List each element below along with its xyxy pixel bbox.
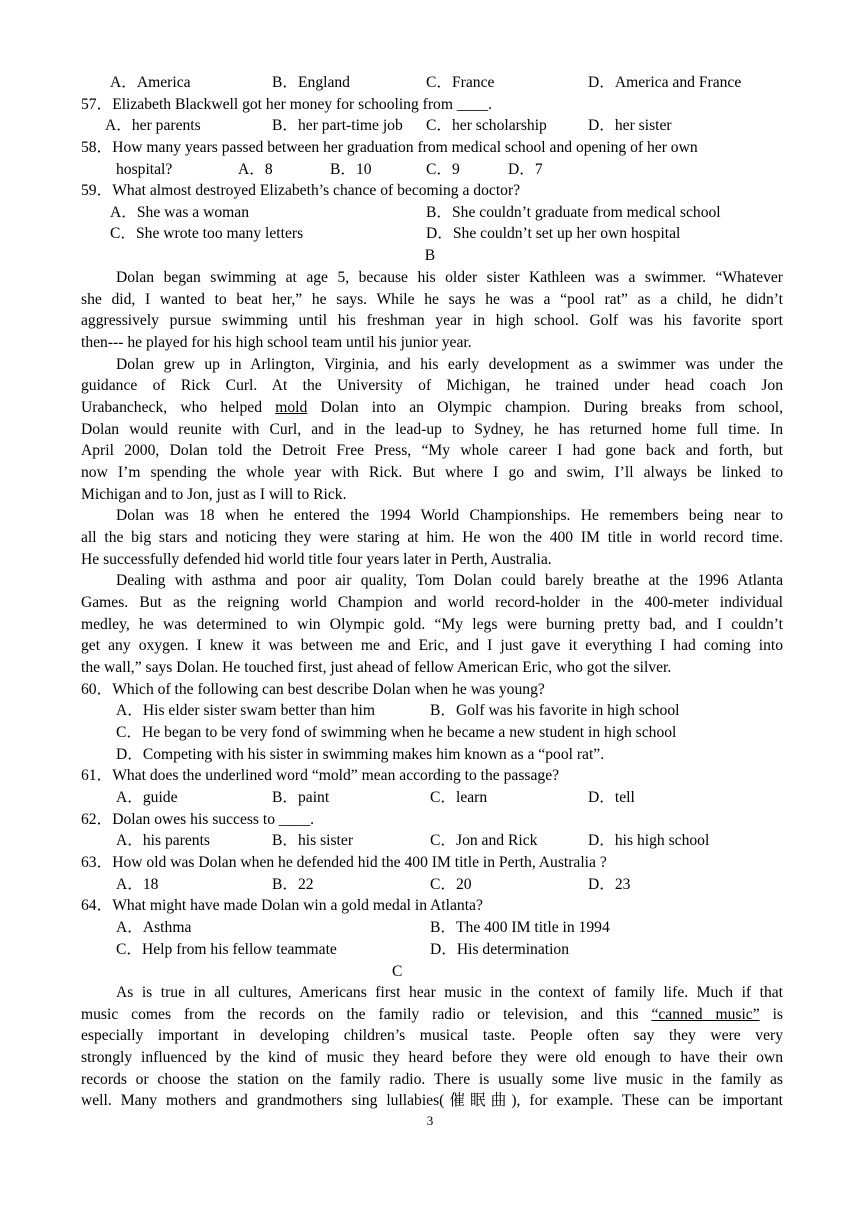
passage-c-line: strongly influenced by the kind of music they heard before they were old enough to have their own [81,1049,783,1066]
q63-option-c: C．20 [430,876,472,893]
question-58-stem-cont: hospital? [116,161,173,178]
passage-b-line: Dealing with asthma and poor air quality, Tom Dolan could barely breathe at the 1996 Atlanta [116,572,783,589]
q60-option-b: B．Golf was his favorite in high school [430,702,680,719]
passage-b-line: guidance of Rick Curl. At the University of Michigan, he trained under head coach Jon [81,377,783,394]
q58-option-d: D．7 [508,161,543,178]
q62-option-d: D．his high school [588,832,710,849]
q60-option-d: D．Competing with his sister in swimming makes him known as a “pool rat”. [116,746,605,763]
passage-c-line: well. Many mothers and grandmothers sing lullabies(催眠曲), for example. These can be important [81,1092,783,1109]
passage-b-line: get any oxygen. I knew it was between me and Eric, and I just gave it everything I had coming into [81,637,783,654]
passage-b-line: she did, I wanted to beat her,” he says. While he says he was a “pool rat” as a child, he didn’t [81,291,783,308]
question-57-stem: 57．Elizabeth Blackwell got her money for schooling from ____. [81,96,492,113]
option-c: C．France [426,74,495,91]
q62-option-c: C．Jon and Rick [430,832,538,849]
question-62-stem: 62．Dolan owes his success to ____. [81,811,315,828]
question-59-stem: 59．What almost destroyed Elizabeth’s chance of becoming a doctor? [81,182,521,199]
text-segment: Dolan into an Olympic champion. During breaks from school, [307,399,783,416]
question-63-stem: 63．How old was Dolan when he defended hid the 400 IM title in Perth, Australia ? [81,854,607,871]
passage-b-line: Michigan and to Jon, just as I will to Rick. [81,486,347,503]
question-61-stem: 61．What does the underlined word “mold” mean according to the passage? [81,767,560,784]
passage-b-line-mold [81,397,783,419]
passage-c-line: As is true in all cultures, Americans first hear music in the context of family life. Much if that [116,984,783,1001]
q57-option-d: D．her sister [588,117,672,134]
option-d: D．America and France [588,74,742,91]
q61-option-a: A．guide [116,789,178,806]
option-b: B．England [272,74,350,91]
q59-option-d: D．She couldn’t set up her own hospital [426,225,681,242]
q63-option-a: A．18 [116,876,159,893]
q57-option-c: C．her scholarship [426,117,547,134]
passage-b-line: Dolan grew up in Arlington, Virginia, and his early development as a swimmer was under the [116,356,783,373]
option-a: A．America [110,74,191,91]
q61-option-c: C．learn [430,789,488,806]
page-number: 3 [426,1113,434,1128]
passage-b-line: Games. But as the reigning world Champion and world record-holder in the 400-meter individual [81,594,783,611]
q59-option-a: A．She was a woman [110,204,250,221]
q57-option-b: B．her part-time job [272,117,403,134]
q61-option-d: D．tell [588,789,635,806]
passage-b-line: He successfully defended hid world title four years later in Perth, Australia. [81,551,552,568]
q64-option-d: D．His determination [430,941,570,958]
question-58-stem: 58．How many years passed between her graduation from medical school and opening of her own [81,139,698,156]
passage-b-line: April 2000, Dolan told the Detroit Free Press, “My whole career I had gone back and forth, but [81,442,783,459]
q63-option-b: B．22 [272,876,314,893]
q57-option-a: A．her parents [105,117,201,134]
q60-option-c: C．He began to be very fond of swimming when he became a new student in high school [116,724,677,741]
q60-option-a: A．His elder sister swam better than him [116,702,375,719]
question-60-stem: 60．Which of the following can best describe Dolan when he was young? [81,681,545,698]
q62-option-a: A．his parents [116,832,210,849]
q59-option-b: B．She couldn’t graduate from medical school [426,204,721,221]
passage-b-line: aggressively pursue swimming until his freshman year in high school. Golf was his favorite sport [81,312,783,329]
q58-option-a: A．8 [238,161,273,178]
q59-option-c: C．She wrote too many letters [110,225,304,242]
q62-option-b: B．his sister [272,832,354,849]
passage-b-line: Dolan began swimming at age 5, because his older sister Kathleen was a swimmer. “Whatever [116,269,783,286]
q61-option-b: B．paint [272,789,330,806]
section-c-heading: C [392,963,403,980]
passage-c-line-canned [81,1004,783,1026]
passage-b-line: all the big stars and noticing they were staring at him. He won the 400 IM title in world record time. [81,529,783,546]
passage-b-line: Dolan would reunite with Curl, and in the lead-up to Sydney, he has returned home full time. In [81,421,783,438]
text-segment: Urabancheck, who helped [81,399,276,416]
passage-b-line: medley, he was determined to win Olympic gold. “My legs were burning pretty bad, and I couldn’t [81,616,783,633]
text-segment: music comes from the records on the family radio or television, and this [81,1006,652,1023]
text-segment: is [759,1006,783,1023]
section-b-heading: B [424,247,436,264]
passage-b-line: now I’m spending the whole year with Rick. But where I go and swim, I’ll always be linked to [81,464,783,481]
passage-c-line: records or choose the station on the family radio. There is usually some live music in the family as [81,1071,783,1088]
q58-option-c: C．9 [426,161,460,178]
passage-b-line: Dolan was 18 when he entered the 1994 World Championships. He remembers being near to [116,507,783,524]
question-64-stem: 64．What might have made Dolan win a gold medal in Atlanta? [81,897,483,914]
passage-c-line: especially important in developing children’s musical taste. People often say they were very [81,1027,783,1044]
underlined-word-mold: mold [275,399,308,416]
q63-option-d: D．23 [588,876,631,893]
q64-option-c: C．Help from his fellow teammate [116,941,337,958]
underlined-phrase-canned-music: “canned music” [651,1006,760,1023]
passage-b-line: the wall,” says Dolan. He touched first, just ahead of fellow American Eric, who got the silver. [81,659,672,676]
q58-option-b: B．10 [330,161,372,178]
q64-option-a: A．Asthma [116,919,192,936]
passage-b-line: then--- he played for his high school team until his junior year. [81,334,472,351]
q64-option-b: B．The 400 IM title in 1994 [430,919,610,936]
